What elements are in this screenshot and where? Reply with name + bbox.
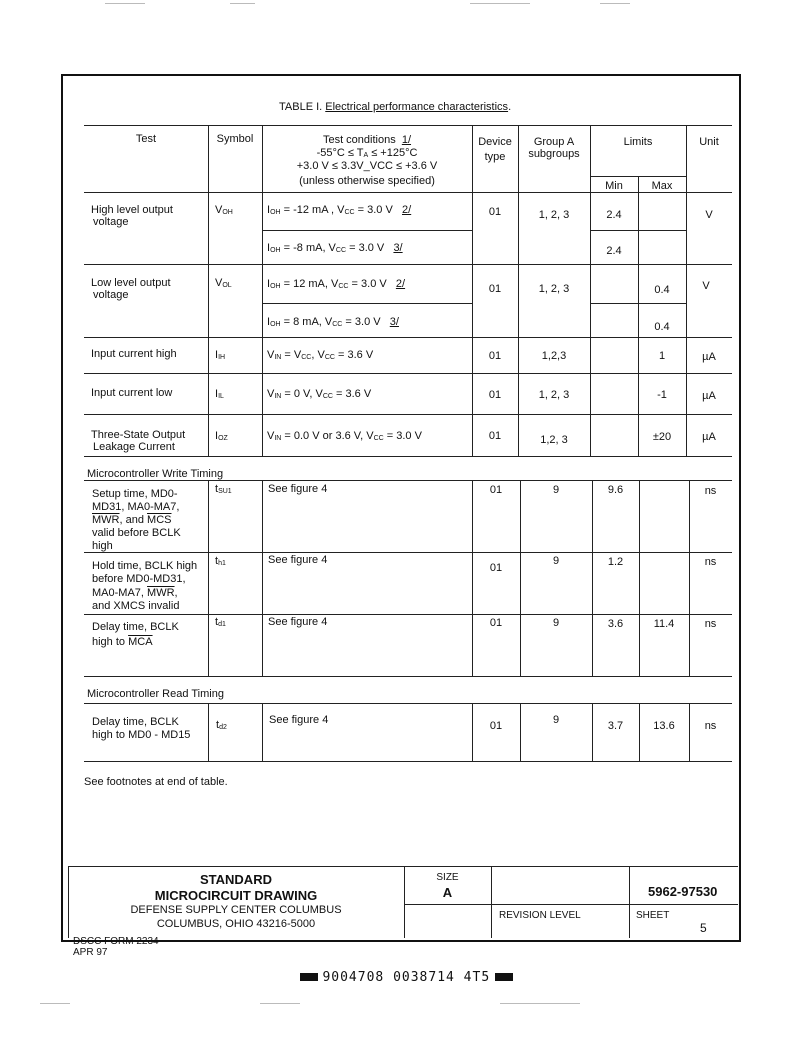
ioz-group: 1,2, 3 bbox=[540, 434, 568, 446]
th1-test-1: Hold time, BCLK high bbox=[92, 560, 198, 572]
voh-group: 1, 2, 3 bbox=[538, 209, 570, 221]
header-conditions-2: -55°C ≤ TA ≤ +125°C bbox=[316, 147, 418, 159]
iil-unit: µA bbox=[702, 390, 716, 402]
tsu1-test-4: valid before BCLK bbox=[92, 527, 181, 539]
voh-test: High level output bbox=[91, 204, 173, 216]
header-max: Max bbox=[651, 180, 673, 192]
vol-group: 1, 2, 3 bbox=[538, 283, 570, 295]
td2-group: 9 bbox=[552, 714, 560, 726]
size-label: SIZE bbox=[436, 872, 459, 883]
tsu1-min: 9.6 bbox=[607, 484, 624, 496]
voh-symbol: VOH bbox=[215, 204, 233, 216]
td1-group: 9 bbox=[552, 617, 560, 629]
header-group-2: subgroups bbox=[528, 148, 580, 160]
header-group-1: Group A bbox=[533, 136, 575, 148]
voh-unit: V bbox=[705, 209, 713, 221]
tsu1-symbol: tSU1 bbox=[215, 483, 232, 495]
iil-device: 01 bbox=[488, 389, 502, 401]
iil-test: Input current low bbox=[91, 387, 173, 399]
vol-device: 01 bbox=[488, 283, 502, 295]
barcode-block-right bbox=[495, 973, 513, 981]
tsu1-group: 9 bbox=[552, 484, 560, 496]
sheet-label: SHEET bbox=[636, 910, 670, 921]
tsu1-device: 01 bbox=[489, 484, 503, 496]
header-device-2: type bbox=[484, 151, 506, 163]
header-unit: Unit bbox=[699, 136, 719, 148]
ioz-condition: VIN = 0.0 V or 3.6 V, VCC = 3.0 V bbox=[267, 430, 422, 442]
iih-unit: µA bbox=[702, 351, 716, 363]
barcode-text: 9004708 0038714 4T5 bbox=[322, 970, 491, 985]
th1-device: 01 bbox=[489, 562, 503, 574]
voh-device: 01 bbox=[488, 206, 502, 218]
voh-min-2: 2.4 bbox=[606, 245, 622, 257]
section-write-timing: Microcontroller Write Timing bbox=[87, 468, 224, 480]
ioz-symbol: IOZ bbox=[215, 430, 228, 442]
td2-symbol: td2 bbox=[216, 719, 227, 731]
iil-symbol: IIL bbox=[215, 388, 224, 400]
table-title: TABLE I. Electrical performance characteristics. bbox=[279, 101, 512, 113]
header-test: Test bbox=[135, 133, 157, 145]
size-value: A bbox=[442, 885, 453, 900]
iih-condition: VIN = VCC, VCC = 3.6 V bbox=[267, 349, 374, 361]
header-min: Min bbox=[605, 180, 623, 192]
tsu1-test-5: high bbox=[92, 540, 113, 552]
title-microcircuit-drawing: MICROCIRCUIT DRAWING bbox=[154, 888, 318, 903]
th1-condition: See figure 4 bbox=[268, 554, 328, 566]
ioz-test-2: Leakage Current bbox=[93, 441, 175, 453]
barcode-block-left bbox=[300, 973, 318, 981]
vol-max-1: 0.4 bbox=[654, 284, 670, 296]
form-number: DSCC FORM 2234 bbox=[73, 936, 159, 947]
iil-group: 1, 2, 3 bbox=[538, 389, 570, 401]
td2-unit: ns bbox=[704, 720, 717, 732]
td2-test-2: high to MD0 - MD15 bbox=[92, 729, 191, 741]
header-conditions-4: (unless otherwise specified) bbox=[299, 175, 435, 187]
vol-condition-2: IOH = 8 mA, VCC = 3.0 V 3/ bbox=[267, 316, 399, 328]
td2-max: 13.6 bbox=[653, 720, 675, 732]
header-limits: Limits bbox=[623, 136, 653, 148]
voh-min-1: 2.4 bbox=[606, 209, 622, 221]
voh-condition-2: IOH = -8 mA, VCC = 3.0 V 3/ bbox=[267, 242, 403, 254]
td1-test-2: high to $\overline{MCA}$ bbox=[92, 636, 153, 648]
title-city: COLUMBUS, OHIO 43216-5000 bbox=[156, 918, 316, 930]
td1-min: 3.6 bbox=[607, 618, 624, 630]
td1-test-1: Delay time, BCLK bbox=[92, 621, 179, 633]
iil-max: -1 bbox=[657, 389, 667, 401]
iih-group: 1,2,3 bbox=[541, 350, 567, 362]
vol-symbol: VOL bbox=[215, 277, 232, 289]
tsu1-unit: ns bbox=[704, 485, 717, 497]
revision-level-label: REVISION LEVEL bbox=[499, 910, 581, 921]
ioz-max: ±20 bbox=[652, 431, 672, 443]
header-symbol: Symbol bbox=[216, 133, 254, 145]
voh-condition-1: IOH = -12 mA , VCC = 3.0 V 2/ bbox=[267, 204, 412, 216]
ioz-test: Three-State Output bbox=[91, 429, 186, 441]
title-standard: STANDARD bbox=[200, 872, 272, 887]
tsu1-test-2: MD31, MA0-MA7, bbox=[92, 501, 180, 513]
td2-test-1: Delay time, BCLK bbox=[92, 716, 179, 728]
td1-symbol: td1 bbox=[215, 616, 226, 628]
th1-unit: ns bbox=[704, 556, 717, 568]
sheet-number: 5 bbox=[700, 921, 707, 935]
td1-max: 11.4 bbox=[653, 618, 675, 630]
td1-device: 01 bbox=[489, 617, 503, 629]
iih-test: Input current high bbox=[91, 348, 177, 360]
section-read-timing: Microcontroller Read Timing bbox=[87, 688, 224, 700]
td1-condition: See figure 4 bbox=[268, 616, 328, 628]
title-dscc: DEFENSE SUPPLY CENTER COLUMBUS bbox=[130, 904, 342, 916]
iih-symbol: IIH bbox=[215, 349, 226, 361]
td2-min: 3.7 bbox=[607, 720, 624, 732]
th1-group: 9 bbox=[552, 555, 560, 567]
th1-symbol: th1 bbox=[215, 555, 226, 567]
vol-condition-1: IOH = 12 mA, VCC = 3.0 V 2/ bbox=[267, 278, 406, 290]
vol-test-2: voltage bbox=[93, 289, 129, 301]
th1-min: 1.2 bbox=[607, 556, 624, 568]
vol-unit: V bbox=[702, 280, 710, 292]
iil-condition: VIN = 0 V, VCC = 3.6 V bbox=[267, 388, 372, 400]
td1-unit: ns bbox=[704, 618, 717, 630]
form-date: APR 97 bbox=[73, 947, 108, 958]
th1-test-2: before MD0-MD31, bbox=[92, 573, 186, 585]
barcode bbox=[300, 968, 513, 986]
th1-test-4: and XMCS invalid bbox=[92, 600, 180, 612]
th1-test-3: MA0-MA7, $\overline{MWR}$, bbox=[92, 587, 178, 599]
voh-test-2: voltage bbox=[93, 216, 129, 228]
tsu1-test-1: Setup time, MD0- bbox=[92, 488, 178, 500]
vol-test: Low level output bbox=[91, 277, 171, 289]
header-conditions-1: Test conditions 1/ bbox=[322, 134, 412, 146]
header-conditions-3: +3.0 V ≤ 3.3V_VCC ≤ +3.6 V bbox=[296, 160, 438, 172]
td2-condition: See figure 4 bbox=[269, 714, 329, 726]
tsu1-test-3: $\overline{MWR}$, and $\overline{MCS}$ bbox=[92, 514, 172, 526]
ioz-device: 01 bbox=[488, 430, 502, 442]
tsu1-condition: See figure 4 bbox=[268, 483, 328, 495]
ioz-unit: µA bbox=[702, 431, 716, 443]
footnote: See footnotes at end of table. bbox=[84, 776, 228, 788]
header-device-1: Device bbox=[478, 136, 512, 148]
td2-device: 01 bbox=[489, 720, 503, 732]
iih-max: 1 bbox=[658, 350, 666, 362]
drawing-number: 5962-97530 bbox=[648, 884, 718, 899]
iih-device: 01 bbox=[488, 350, 502, 362]
vol-max-2: 0.4 bbox=[654, 321, 670, 333]
